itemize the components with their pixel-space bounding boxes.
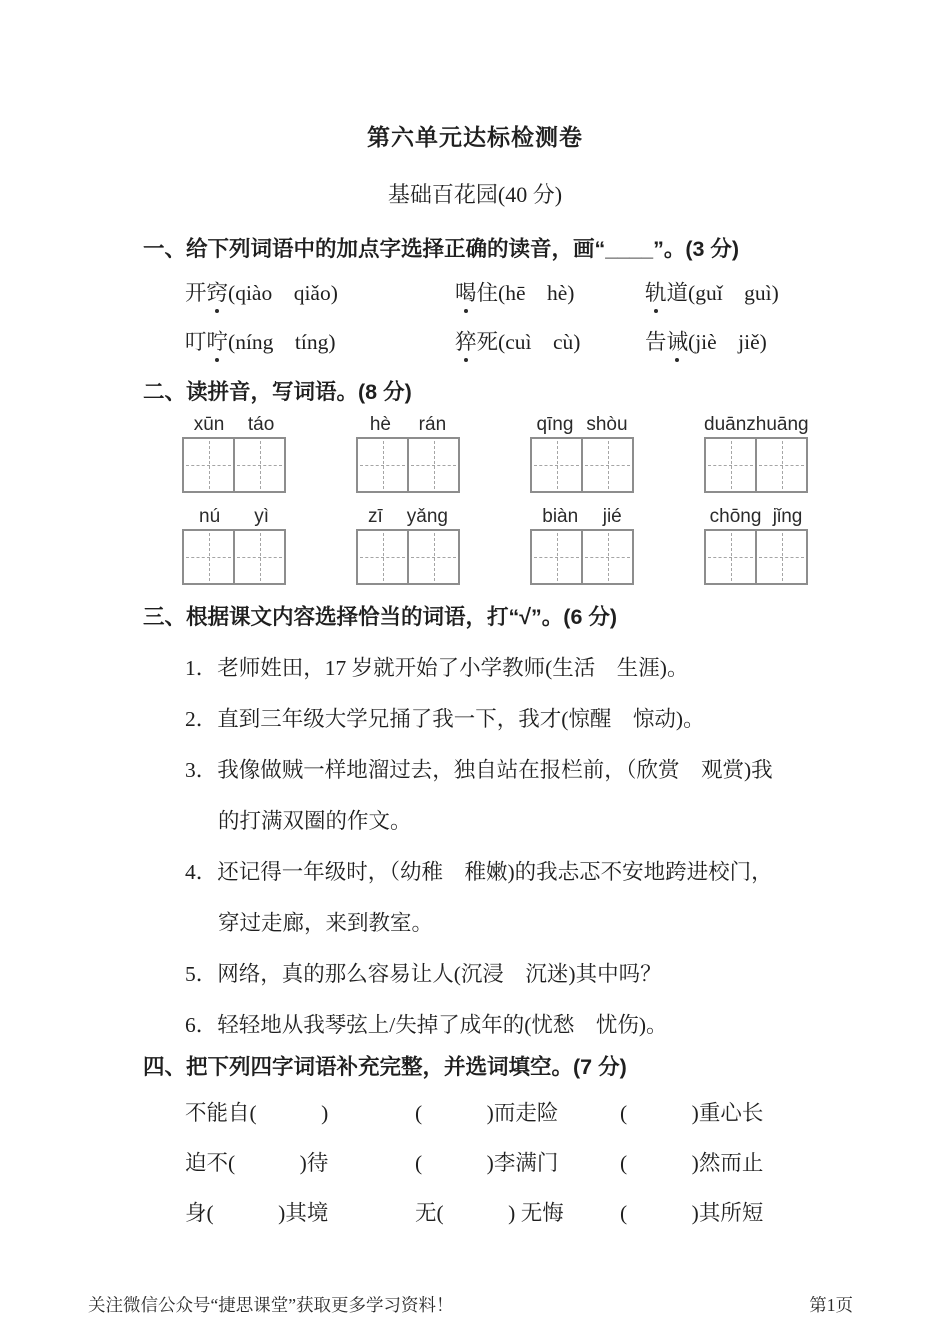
pinyin-label [182, 413, 286, 437]
pinyin-choice-item [645, 327, 950, 357]
pinyin-word-block [704, 413, 808, 493]
question-line-continuation: 穿过走廊，来到教室。 [218, 911, 434, 935]
idiom-row [185, 1098, 950, 1128]
dotted-char: 诫 [667, 327, 689, 357]
dotted-char: 猝 [455, 327, 477, 357]
grid-cell [532, 531, 581, 583]
writing-grid [530, 529, 634, 585]
pinyin-word-block [182, 413, 286, 493]
grid-cell [233, 439, 284, 491]
writing-grid [704, 437, 808, 493]
idiom-blank: ( )而走险 [415, 1101, 559, 1125]
idiom-row [185, 1148, 950, 1178]
pinyin-syllable: hè [369, 414, 391, 435]
question-line: 5．网络，真的那么容易让人(沉浸 沉迷)其中吗？ [185, 962, 662, 986]
pinyin-word-block [356, 413, 460, 493]
writing-grid [530, 437, 634, 493]
grid-cell [755, 531, 806, 583]
pinyin-syllable: yǎng [406, 506, 448, 527]
writing-grid-row [182, 505, 950, 585]
pinyin-syllable: qīng [536, 414, 574, 435]
pinyin-syllable: biàn [542, 506, 579, 527]
idiom-blank: 不能自( ) [185, 1101, 329, 1125]
dotted-char: 窍 [207, 278, 229, 308]
writing-grid [356, 437, 460, 493]
grid-cell [407, 531, 458, 583]
pinyin-syllable: xūn [193, 414, 225, 435]
word-part: 死 [476, 330, 499, 354]
pinyin-label [356, 505, 460, 529]
question-line: 1．老师姓田，17 岁就开始了小学教师(生活 生涯)。 [185, 656, 689, 680]
idiom-blank: 无( ) 无悔 [415, 1201, 564, 1225]
word-part: 开 [185, 281, 207, 305]
grid-cell [358, 439, 407, 491]
question-line: 2．直到三年级大学兄捅了我一下，我才(惊醒 惊动)。 [185, 707, 705, 731]
writing-grid [356, 529, 460, 585]
dotted-char: 咛 [207, 327, 229, 357]
pinyin-choice-item [455, 327, 645, 357]
grid-cell [706, 439, 755, 491]
pinyin-word-block [530, 505, 634, 585]
idiom-blank: ( )然而止 [620, 1151, 764, 1175]
pinyin-syllable: yì [254, 506, 269, 527]
pinyin-word-block [182, 505, 286, 585]
pinyin-syllable: duān [704, 414, 747, 435]
page-number: 第1页 [809, 1295, 853, 1315]
pinyin-options: (hē hè) [498, 281, 575, 305]
grid-cell [532, 439, 581, 491]
paper-title: 第六单元达标检测卷 [367, 124, 583, 150]
word-part: 道 [666, 281, 689, 305]
pinyin-word-block [704, 505, 808, 585]
pinyin-choice-item [645, 278, 950, 308]
pinyin-label [182, 505, 286, 529]
grid-cell [407, 439, 458, 491]
writing-grid [182, 529, 286, 585]
dotted-char: 轨 [645, 278, 667, 308]
idiom-blank: ( )重心长 [620, 1101, 764, 1125]
pinyin-word-block [356, 505, 460, 585]
section-4-heading: 四、把下列四字词语补充完整，并选词填空。(7 分) [143, 1055, 627, 1079]
word-part: 叮 [185, 330, 207, 354]
paper-subtitle: 基础百花园(40 分) [387, 182, 563, 207]
word-part: 告 [645, 330, 667, 354]
pinyin-options: (níng tíng) [228, 330, 336, 354]
pinyin-options: (jiè jiě) [688, 330, 767, 354]
grid-cell [233, 531, 284, 583]
writing-grid [704, 529, 808, 585]
pinyin-label [704, 413, 808, 437]
idiom-blank: 身( )其境 [185, 1201, 329, 1225]
grid-cell [581, 531, 632, 583]
pinyin-label [530, 413, 634, 437]
grid-cell [184, 439, 233, 491]
pinyin-word-block [530, 413, 634, 493]
pinyin-syllable: zī [368, 506, 383, 527]
dotted-char: 喝 [455, 278, 477, 308]
pinyin-label [704, 505, 808, 529]
question-line: 4．还记得一年级时，（幼稚 稚嫩)的我忐忑不安地跨进校门， [185, 860, 773, 884]
pinyin-choice-item [455, 278, 645, 308]
section-2-heading: 二、读拼音，写词语。(8 分) [143, 380, 412, 404]
word-part: 住 [476, 281, 499, 305]
pinyin-choice-grid [185, 278, 950, 357]
grid-cell [581, 439, 632, 491]
writing-grid [182, 437, 286, 493]
grid-cell [184, 531, 233, 583]
question-line: 3．我像做贼一样地溜过去，独自站在报栏前，（欣赏 观赏)我 [185, 758, 773, 782]
grid-cell [358, 531, 407, 583]
pinyin-choice-item [185, 327, 455, 357]
question-line-continuation: 的打满双圈的作文。 [218, 809, 412, 833]
pinyin-syllable: nú [199, 506, 221, 527]
idiom-blank: 迫不( )待 [185, 1151, 329, 1175]
grid-cell [755, 439, 806, 491]
grid-cell [706, 531, 755, 583]
idiom-row [185, 1198, 950, 1228]
pinyin-choice-item [185, 278, 455, 308]
idiom-blank: ( )其所短 [620, 1201, 764, 1225]
pinyin-label [356, 413, 460, 437]
page-footer [88, 1293, 853, 1317]
pinyin-syllable: jié [602, 506, 622, 527]
pinyin-syllable: rán [418, 414, 447, 435]
idiom-blank: ( )李满门 [415, 1151, 559, 1175]
pinyin-syllable: zhuāng [746, 414, 809, 435]
pinyin-options: (guǐ guì) [688, 281, 779, 305]
pinyin-syllable: jǐng [772, 506, 803, 527]
section-1-heading: 一、给下列词语中的加点字选择正确的读音，画“____”。(3 分) [143, 237, 740, 261]
section-3-heading: 三、根据课文内容选择恰当的词语，打“√”。(6 分) [143, 605, 618, 629]
question-line: 6．轻轻地从我琴弦上/失掉了成年的(忧愁 忧伤)。 [185, 1013, 668, 1037]
writing-grid-row [182, 413, 950, 493]
pinyin-syllable: chōng [709, 506, 762, 527]
pinyin-options: (qiào qiǎo) [228, 281, 338, 305]
pinyin-label [530, 505, 634, 529]
pinyin-options: (cuì cù) [498, 330, 581, 354]
footer-note: 关注微信公众号“捷思课堂”获取更多学习资料！ [88, 1295, 454, 1315]
pinyin-syllable: táo [247, 414, 275, 435]
pinyin-syllable: shòu [586, 414, 628, 435]
